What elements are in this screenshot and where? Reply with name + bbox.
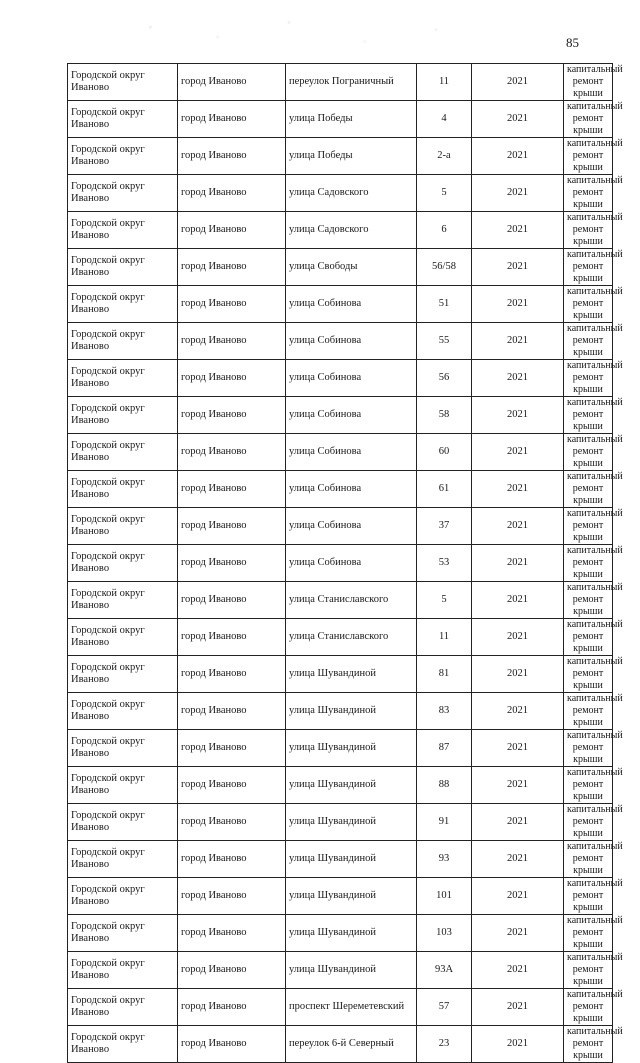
cell-okrug: Городской округ Иваново — [68, 323, 178, 360]
cell-city: город Иваново — [178, 878, 286, 915]
cell-okrug: Городской округ Иваново — [68, 952, 178, 989]
cell-work-type: капитальный ремонт крыши — [564, 545, 613, 582]
cell-city: город Иваново — [178, 138, 286, 175]
cell-street: улица Шувандиной — [286, 730, 417, 767]
cell-work-type: капитальный ремонт крыши — [564, 878, 613, 915]
cell-city: город Иваново — [178, 101, 286, 138]
cell-okrug: Городской округ Иваново — [68, 175, 178, 212]
cell-year: 2021 — [472, 841, 564, 878]
cell-okrug: Городской округ Иваново — [68, 878, 178, 915]
cell-work-type: капитальный ремонт крыши — [564, 841, 613, 878]
cell-city: город Иваново — [178, 656, 286, 693]
cell-street: улица Шувандиной — [286, 952, 417, 989]
cell-year: 2021 — [472, 1026, 564, 1063]
cell-year: 2021 — [472, 360, 564, 397]
table-row — [68, 545, 613, 582]
cell-year: 2021 — [472, 656, 564, 693]
cell-okrug: Городской округ Иваново — [68, 915, 178, 952]
cell-city: город Иваново — [178, 545, 286, 582]
cell-street: улица Собинова — [286, 323, 417, 360]
cell-house-number: 103 — [417, 915, 472, 952]
cell-work-type: капитальный ремонт крыши — [564, 619, 613, 656]
cell-street: улица Шувандиной — [286, 841, 417, 878]
cell-street: улица Шувандиной — [286, 693, 417, 730]
cell-street: улица Шувандиной — [286, 915, 417, 952]
cell-work-type: капитальный ремонт крыши — [564, 915, 613, 952]
cell-city: город Иваново — [178, 175, 286, 212]
cell-work-type: капитальный ремонт крыши — [564, 767, 613, 804]
cell-okrug: Городской округ Иваново — [68, 989, 178, 1026]
cell-work-type: капитальный ремонт крыши — [564, 952, 613, 989]
cell-city: город Иваново — [178, 508, 286, 545]
cell-city: город Иваново — [178, 952, 286, 989]
cell-house-number: 81 — [417, 656, 472, 693]
table-row — [68, 989, 613, 1026]
cell-house-number: 37 — [417, 508, 472, 545]
table-row — [68, 841, 613, 878]
table-row — [68, 286, 613, 323]
table-row — [68, 138, 613, 175]
cell-city: город Иваново — [178, 693, 286, 730]
cell-year: 2021 — [472, 508, 564, 545]
cell-city: город Иваново — [178, 582, 286, 619]
cell-okrug: Городской округ Иваново — [68, 286, 178, 323]
cell-city: город Иваново — [178, 730, 286, 767]
cell-okrug: Городской округ Иваново — [68, 582, 178, 619]
cell-year: 2021 — [472, 397, 564, 434]
cell-year: 2021 — [472, 767, 564, 804]
cell-work-type: капитальный ремонт крыши — [564, 693, 613, 730]
cell-street: улица Собинова — [286, 286, 417, 323]
table-row — [68, 730, 613, 767]
cell-house-number: 88 — [417, 767, 472, 804]
cell-street: улица Победы — [286, 101, 417, 138]
roof-repair-table — [67, 63, 623, 1063]
table-body — [68, 64, 623, 1063]
cell-city: город Иваново — [178, 434, 286, 471]
cell-house-number: 51 — [417, 286, 472, 323]
cell-house-number: 5 — [417, 175, 472, 212]
table-row — [68, 693, 613, 730]
cell-street: улица Садовского — [286, 212, 417, 249]
cell-street: улица Шувандиной — [286, 656, 417, 693]
cell-year: 2021 — [472, 693, 564, 730]
cell-okrug: Городской округ Иваново — [68, 138, 178, 175]
cell-year: 2021 — [472, 101, 564, 138]
cell-street: улица Шувандиной — [286, 804, 417, 841]
cell-work-type: капитальный ремонт крыши — [564, 212, 613, 249]
cell-street: улица Собинова — [286, 360, 417, 397]
table-row — [68, 1026, 613, 1063]
table-row — [68, 952, 613, 989]
table-row — [68, 175, 613, 212]
cell-year: 2021 — [472, 619, 564, 656]
cell-city: город Иваново — [178, 64, 286, 101]
cell-okrug: Городской округ Иваново — [68, 767, 178, 804]
cell-house-number: 2-а — [417, 138, 472, 175]
cell-city: город Иваново — [178, 767, 286, 804]
cell-street: улица Победы — [286, 138, 417, 175]
cell-work-type: капитальный ремонт крыши — [564, 323, 613, 360]
table-row — [68, 656, 613, 693]
cell-work-type: капитальный ремонт крыши — [564, 989, 613, 1026]
cell-street: улица Садовского — [286, 175, 417, 212]
table-row — [68, 397, 613, 434]
cell-okrug: Городской округ Иваново — [68, 804, 178, 841]
cell-work-type: капитальный ремонт крыши — [564, 138, 613, 175]
table-row — [68, 64, 613, 101]
cell-okrug: Городской округ Иваново — [68, 249, 178, 286]
cell-year: 2021 — [472, 730, 564, 767]
cell-city: город Иваново — [178, 360, 286, 397]
cell-work-type: капитальный ремонт крыши — [564, 286, 613, 323]
cell-house-number: 93 — [417, 841, 472, 878]
cell-okrug: Городской округ Иваново — [68, 1026, 178, 1063]
cell-city: город Иваново — [178, 841, 286, 878]
table-row — [68, 471, 613, 508]
cell-city: город Иваново — [178, 989, 286, 1026]
cell-house-number: 11 — [417, 64, 472, 101]
cell-work-type: капитальный ремонт крыши — [564, 582, 613, 619]
cell-okrug: Городской округ Иваново — [68, 656, 178, 693]
cell-street: улица Станиславского — [286, 619, 417, 656]
cell-work-type: капитальный ремонт крыши — [564, 471, 613, 508]
cell-okrug: Городской округ Иваново — [68, 841, 178, 878]
cell-work-type: капитальный ремонт крыши — [564, 64, 613, 101]
cell-okrug: Городской округ Иваново — [68, 360, 178, 397]
table-row — [68, 878, 613, 915]
cell-house-number: 57 — [417, 989, 472, 1026]
table-row — [68, 804, 613, 841]
cell-okrug: Городской округ Иваново — [68, 619, 178, 656]
cell-work-type: капитальный ремонт крыши — [564, 434, 613, 471]
cell-work-type: капитальный ремонт крыши — [564, 730, 613, 767]
cell-house-number: 56/58 — [417, 249, 472, 286]
cell-street: проспект Шереметевский — [286, 989, 417, 1026]
cell-house-number: 91 — [417, 804, 472, 841]
cell-okrug: Городской округ Иваново — [68, 64, 178, 101]
cell-okrug: Городской округ Иваново — [68, 101, 178, 138]
table-row — [68, 323, 613, 360]
cell-work-type: капитальный ремонт крыши — [564, 397, 613, 434]
cell-year: 2021 — [472, 249, 564, 286]
cell-house-number: 60 — [417, 434, 472, 471]
cell-house-number: 101 — [417, 878, 472, 915]
cell-work-type: капитальный ремонт крыши — [564, 656, 613, 693]
cell-street: переулок 6-й Северный — [286, 1026, 417, 1063]
cell-year: 2021 — [472, 434, 564, 471]
cell-city: город Иваново — [178, 804, 286, 841]
cell-city: город Иваново — [178, 619, 286, 656]
cell-street: улица Собинова — [286, 434, 417, 471]
table-row — [68, 212, 613, 249]
cell-house-number: 58 — [417, 397, 472, 434]
cell-street: улица Собинова — [286, 545, 417, 582]
cell-street: улица Собинова — [286, 471, 417, 508]
cell-house-number: 87 — [417, 730, 472, 767]
cell-year: 2021 — [472, 175, 564, 212]
cell-year: 2021 — [472, 989, 564, 1026]
cell-house-number: 4 — [417, 101, 472, 138]
cell-okrug: Городской округ Иваново — [68, 397, 178, 434]
cell-street: улица Шувандиной — [286, 878, 417, 915]
cell-year: 2021 — [472, 545, 564, 582]
table-row — [68, 767, 613, 804]
table-row — [68, 619, 613, 656]
cell-work-type: капитальный ремонт крыши — [564, 175, 613, 212]
cell-house-number: 23 — [417, 1026, 472, 1063]
cell-city: город Иваново — [178, 397, 286, 434]
cell-year: 2021 — [472, 952, 564, 989]
table-row — [68, 249, 613, 286]
cell-year: 2021 — [472, 323, 564, 360]
cell-year: 2021 — [472, 64, 564, 101]
cell-city: город Иваново — [178, 323, 286, 360]
page-number: 85 — [566, 35, 579, 50]
cell-year: 2021 — [472, 878, 564, 915]
cell-house-number: 61 — [417, 471, 472, 508]
table-row — [68, 434, 613, 471]
cell-city: город Иваново — [178, 286, 286, 323]
cell-house-number: 83 — [417, 693, 472, 730]
cell-street: улица Шувандиной — [286, 767, 417, 804]
table-row — [68, 508, 613, 545]
cell-house-number: 5 — [417, 582, 472, 619]
cell-year: 2021 — [472, 138, 564, 175]
cell-work-type: капитальный ремонт крыши — [564, 804, 613, 841]
cell-year: 2021 — [472, 286, 564, 323]
cell-street: улица Собинова — [286, 397, 417, 434]
cell-year: 2021 — [472, 804, 564, 841]
cell-house-number: 93А — [417, 952, 472, 989]
cell-street: переулок Пограничный — [286, 64, 417, 101]
cell-street: улица Станиславского — [286, 582, 417, 619]
cell-city: город Иваново — [178, 1026, 286, 1063]
cell-okrug: Городской округ Иваново — [68, 545, 178, 582]
cell-okrug: Городской округ Иваново — [68, 212, 178, 249]
cell-work-type: капитальный ремонт крыши — [564, 249, 613, 286]
cell-city: город Иваново — [178, 915, 286, 952]
table-row — [68, 101, 613, 138]
table-row — [68, 360, 613, 397]
cell-year: 2021 — [472, 212, 564, 249]
cell-year: 2021 — [472, 915, 564, 952]
cell-house-number: 53 — [417, 545, 472, 582]
cell-okrug: Городской округ Иваново — [68, 693, 178, 730]
cell-street: улица Собинова — [286, 508, 417, 545]
cell-city: город Иваново — [178, 471, 286, 508]
table-row — [68, 915, 613, 952]
cell-okrug: Городской округ Иваново — [68, 508, 178, 545]
cell-house-number: 56 — [417, 360, 472, 397]
cell-city: город Иваново — [178, 249, 286, 286]
cell-house-number: 55 — [417, 323, 472, 360]
cell-house-number: 11 — [417, 619, 472, 656]
cell-okrug: Городской округ Иваново — [68, 471, 178, 508]
table-row — [68, 582, 613, 619]
cell-year: 2021 — [472, 582, 564, 619]
cell-work-type: капитальный ремонт крыши — [564, 508, 613, 545]
cell-street: улица Свободы — [286, 249, 417, 286]
cell-year: 2021 — [472, 471, 564, 508]
cell-okrug: Городской округ Иваново — [68, 434, 178, 471]
scan-artifact — [100, 8, 520, 56]
cell-work-type: капитальный ремонт крыши — [564, 101, 613, 138]
cell-city: город Иваново — [178, 212, 286, 249]
cell-okrug: Городской округ Иваново — [68, 730, 178, 767]
cell-work-type: капитальный ремонт крыши — [564, 360, 613, 397]
cell-house-number: 6 — [417, 212, 472, 249]
cell-work-type: капитальный ремонт крыши — [564, 1026, 613, 1063]
